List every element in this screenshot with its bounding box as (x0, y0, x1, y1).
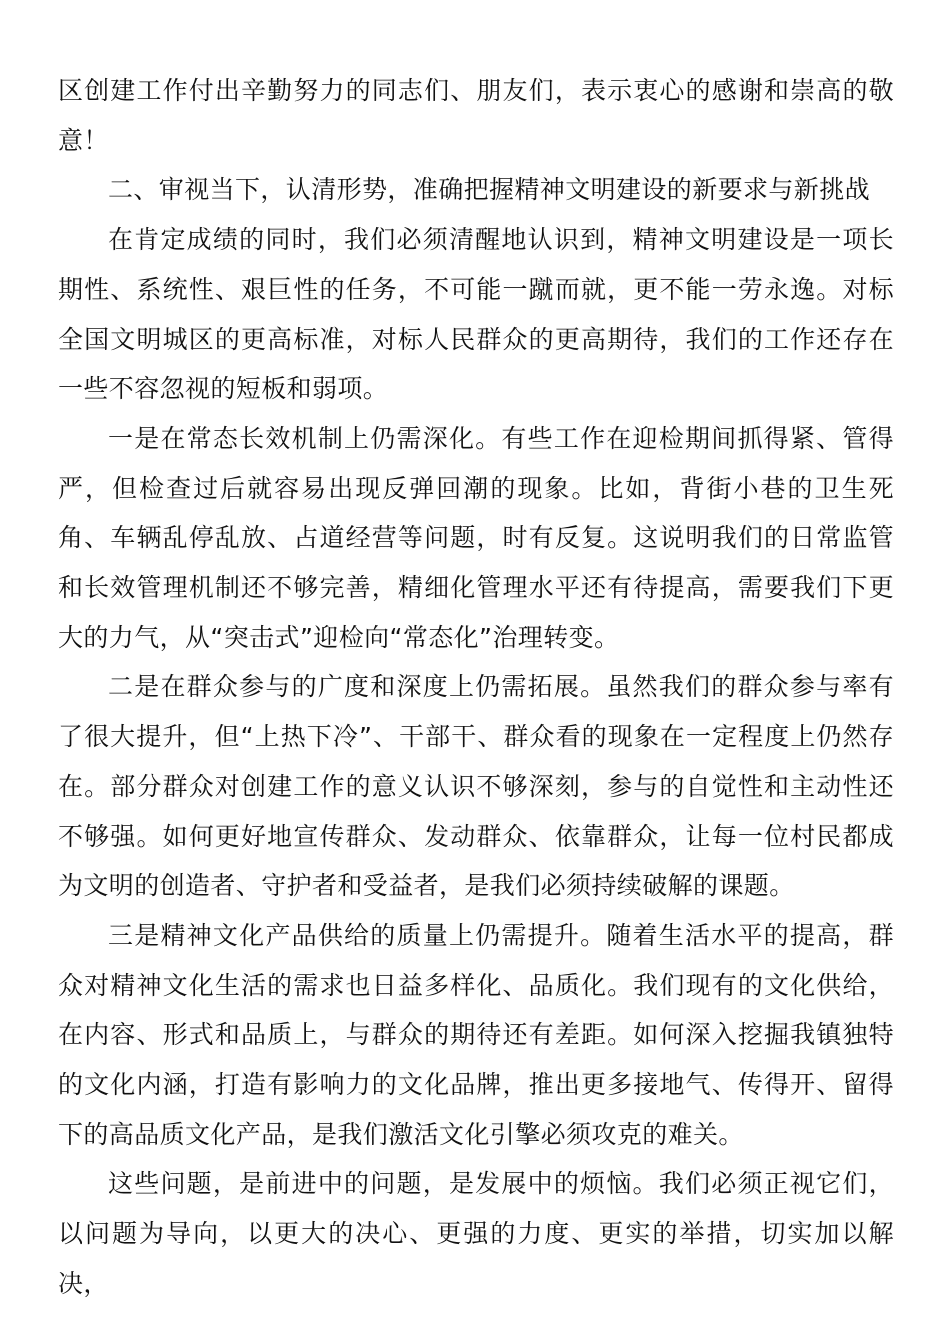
paragraph-continuation: 区创建工作付出辛勤努力的同志们、朋友们，表示衷心的感谢和崇高的敬意！ (58, 76, 894, 155)
paragraph-conclusion: 这些问题，是前进中的问题，是发展中的烦恼。我们必须正视它们，以问题为导向，以更大的决心、更强的力度、更实的举措，切实加以解决， (58, 1169, 894, 1298)
paragraph-point-two: 二是在群众参与的广度和深度上仍需拓展。虽然我们的群众参与率有了很大提升，但“上热下冷”、干部干、群众看的现象在一定程度上仍然存在。部分群众对创建工作的意义认识不够深刻，参与的自觉性和主动性还不够强。如何更好地宣传群众、发动群众、依靠群众，让每一位村民都成为文明的创造者、守护者和受益者，是我们必须持续破解的课题。 (58, 672, 894, 901)
section-heading: 二、审视当下，认清形势，准确把握精神文明建设的新要求与新挑战 (108, 175, 871, 205)
document-page (58, 66, 894, 1309)
paragraph-point-three: 三是精神文化产品供给的质量上仍需提升。随着生活水平的提高，群众对精神文化生活的需求也日益多样化、品质化。我们现有的文化供给，在内容、形式和品质上，与群众的期待还有差距。如何深入挖掘我镇独特的文化内涵，打造有影响力的文化品牌，推出更多接地气、传得开、留得下的高品质文化产品，是我们激活文化引擎必须攻克的难关。 (58, 920, 894, 1149)
paragraph-point-one: 一是在常态长效机制上仍需深化。有些工作在迎检期间抓得紧、管得严，但检查过后就容易出现反弹回潮的现象。比如，背街小巷的卫生死角、车辆乱停乱放、占道经营等问题，时有反复。这说明我们的日常监管和长效管理机制还不够完善，精细化管理水平还有待提高，需要我们下更大的力气，从“突击式”迎检向“常态化”治理转变。 (58, 423, 894, 652)
paragraph-intro: 在肯定成绩的同时，我们必须清醒地认识到，精神文明建设是一项长期性、系统性、艰巨性的任务，不可能一蹴而就，更不能一劳永逸。对标全国文明城区的更高标准，对标人民群众的更高期待，我们的工作还存在一些不容忽视的短板和弱项。 (58, 225, 894, 404)
